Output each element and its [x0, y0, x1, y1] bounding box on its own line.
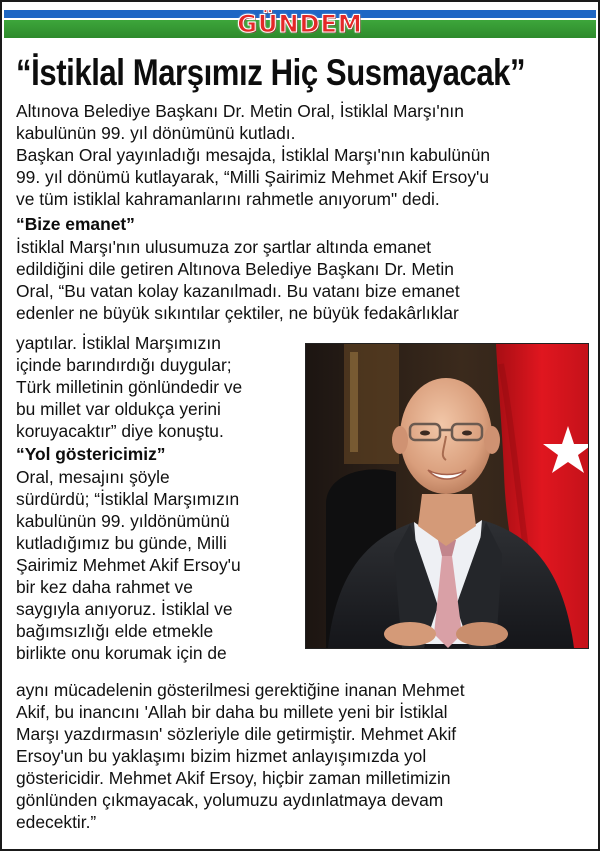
text-line: edildiğini dile getiren Altınova Belediye Başkanı Dr. Metin: [16, 259, 454, 279]
text-line: edecektir.”: [16, 812, 97, 832]
subhead-yol-gostericimiz: “Yol göstericimiz”: [16, 444, 166, 464]
text-line: İstiklal Marşı'nın ulusumuza zor şartlar altında emanet: [16, 237, 432, 257]
text-line: Akif, bu inancını 'Allah bir daha bu millete yeni bir İstiklal: [16, 702, 448, 722]
text-line: Altınova Belediye Başkanı Dr. Metin Oral, İstiklal Marşı'nın: [16, 101, 464, 121]
text-line: Türk milletinin gönlündedir ve: [16, 377, 243, 397]
text-line: göstericidir. Mehmet Akif Ersoy, hiçbir zaman milletimizin: [16, 768, 451, 788]
section1-paragraph-narrow: [16, 332, 306, 442]
text-line: Oral, “Bu vatan kolay kazanılmadı. Bu vatanı bize emanet: [16, 281, 460, 301]
section2-paragraph-narrow: [16, 466, 306, 664]
text-line: bağımsızlığı elde etmekle: [16, 621, 214, 641]
section2-paragraph-wide: [16, 679, 590, 833]
text-line: Oral, mesajını şöyle: [16, 467, 170, 487]
text-line: içinde barındırdığı duygular;: [16, 355, 232, 375]
text-line: edenler ne büyük sıkıntılar çektiler, ne büyük fedakârlıklar: [16, 303, 459, 323]
section-label: GÜNDEM: [237, 10, 363, 38]
text-line: bir kez daha rahmet ve: [16, 577, 193, 597]
text-line: saygıyla anıyoruz. İstiklal ve: [16, 599, 233, 619]
section-banner: [4, 4, 596, 44]
text-line: yaptılar. İstiklal Marşımızın: [16, 333, 221, 353]
section1-paragraph-wide: [16, 236, 590, 324]
mayor-portrait-photo: [305, 343, 589, 649]
text-line: Ersoy'un bu yaklaşımı bizim hizmet anlayışımızda yol: [16, 746, 427, 766]
text-line: Şairimiz Mehmet Akif Ersoy'u: [16, 555, 241, 575]
intro-paragraph: [16, 100, 590, 210]
text-line: 99. yıl dönümü kutlayarak, “Milli Şairimiz Mehmet Akif Ersoy'u: [16, 167, 490, 187]
text-line: kutladığımız bu günde, Milli: [16, 533, 227, 553]
headline: “İstiklal Marşımız Hiç Susmayacak”: [16, 52, 526, 93]
text-line: gönlünden çıkmayacak, yolumuzu aydınlatmaya devam: [16, 790, 444, 810]
text-line: bu millet var oldukça yerini: [16, 399, 221, 419]
text-line: kabulünün 99. yıldönümünü: [16, 511, 230, 531]
text-line: Marşı yazdırmasın' sözleriyle dile getirmiştir. Mehmet Akif: [16, 724, 457, 744]
text-line: aynı mücadelenin gösterilmesi gerektiğine inanan Mehmet: [16, 680, 465, 700]
text-line: Başkan Oral yayınladığı mesajda, İstiklal Marşı'nın kabulünün: [16, 145, 491, 165]
subhead-bize-emanet: “Bize emanet”: [16, 214, 135, 234]
text-line: sürdürdü; “İstiklal Marşımızın: [16, 489, 240, 509]
text-line: kabulünün 99. yıl dönümünü kutladı.: [16, 123, 296, 143]
text-line: koruyacaktır” diye konuştu.: [16, 421, 224, 441]
text-line: ve tüm istiklal kahramanlarını rahmetle anıyorum" dedi.: [16, 189, 440, 209]
text-line: birlikte onu korumak için de: [16, 643, 227, 663]
